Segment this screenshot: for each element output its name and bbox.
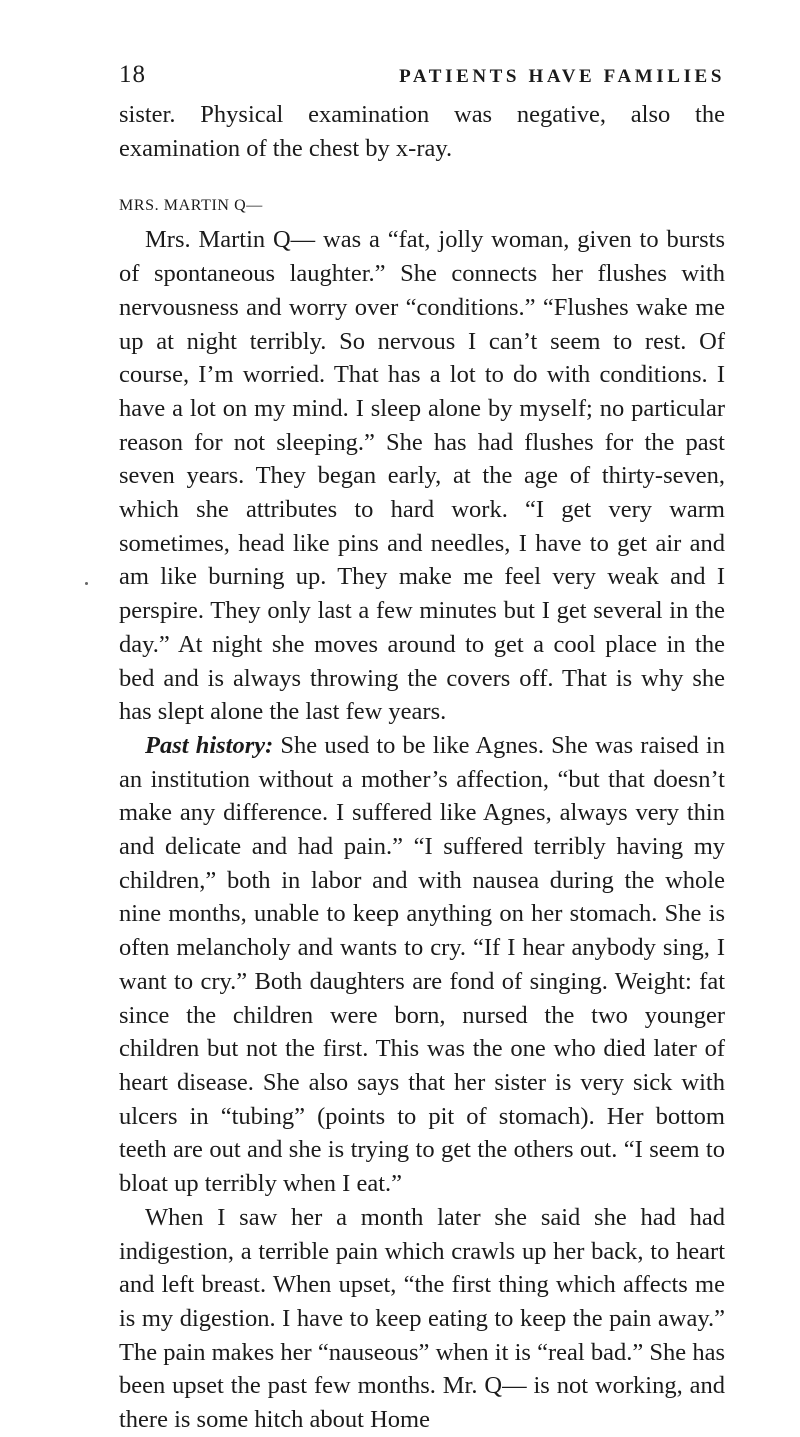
body-text (119, 98, 725, 1437)
paragraph-case-description: Mrs. Martin Q— was a “fat, jolly woman, given to bursts of spontaneous laughter.” She connects her flushes with nervousness and worry over “conditions.” “Flushes wake me up at night terribly. So nervous I can’t seem to rest. Of course, I’m worried. That has a lot to do with conditions. I have a lot on my mind. I sleep alone by myself; no particular reason for not sleeping.” She has had flushes for the past seven years. They began early, at the age of thirty-seven, which she attributes to hard work. “I get very warm sometimes, head like pins and needles, I have to get air and am like burning up. They make me feel very weak and I perspire. They only last a few minutes but I get several in the day.” At night she moves around to get a cool place in the bed and is always throwing the covers off. That is why she has slept alone the last few years. (119, 226, 725, 726)
past-history-label: Past history: (145, 731, 274, 759)
page-number: 18 (119, 61, 146, 88)
paragraph-continuation: sister. Physical examination was negative, also the examination of the chest by x-ray. (119, 101, 725, 162)
past-history-text: She used to be like Agnes. She was raised in an institution without a mother’s affection, “but that doesn’t make any difference. I suffered like Agnes, always very thin and delicate and had pain.” “I suffered terribly having my children,” both in labor and with nausea during the whole nine months, unable to keep anything on her stomach. She is often melancholy and wants to cry. “If I hear anybody sing, I want to cry.” Both daughters are fond of singing. Weight: fat since the children were born, nursed the two younger children but not the first. This was the one who died later of heart disease. She also says that her sister is very sick with ulcers in “tubing” (points to pit of stomach). Her bottom teeth are out and she is trying to get the others out. “I seem to bloat up terribly when I eat.” (119, 731, 725, 1198)
margin-speck (85, 582, 88, 585)
running-head (119, 61, 725, 91)
running-title: PATIENTS HAVE FAMILIES (399, 66, 725, 87)
section-heading: MRS. MARTIN Q— (119, 197, 263, 215)
paragraph-past-history (119, 729, 725, 1201)
paragraph-follow-up: When I saw her a month later she said she had had indigestion, a terrible pain which crawls up her back, to heart and left breast. When upset, “the first thing which affects me is my digestion. I have to keep eating to keep the pain away.” The pain makes her “nauseous” when it is “real bad.” She has been upset the past few months. Mr. Q— is not working, and there is some hitch about Home (119, 1203, 725, 1434)
